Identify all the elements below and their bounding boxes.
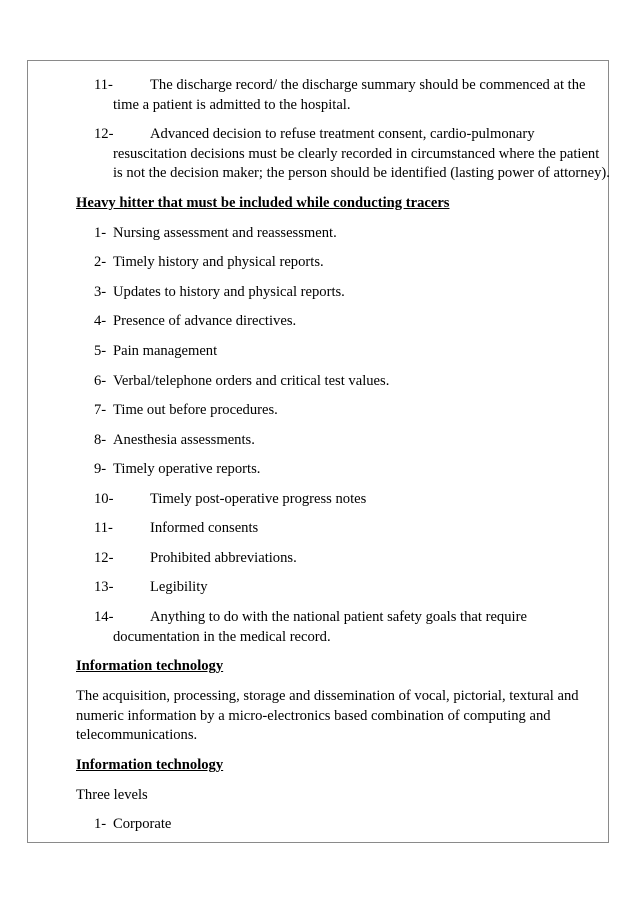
section-heading-information-technology-2: Information technology	[76, 757, 224, 773]
paragraph-line: telecommunications.	[76, 727, 198, 743]
list-item-number: 4-	[94, 313, 107, 329]
list-item-text: Timely post-operative progress notes	[150, 491, 367, 507]
list-item-number: 11-	[94, 77, 113, 93]
list-item-text: Anything to do with the national patient safety goals that require	[150, 609, 527, 625]
list-item-number: 1-	[94, 225, 107, 241]
list-item-number: 10-	[94, 491, 114, 507]
list-item-number: 11-	[94, 520, 113, 536]
section-heading-heavy-hitter: Heavy hitter that must be included while conducting tracers	[76, 195, 450, 211]
list-item-continuation: documentation in the medical record.	[113, 629, 331, 645]
list-item-text: Updates to history and physical reports.	[113, 284, 345, 300]
list-item-text: Informed consents	[150, 520, 259, 536]
list-item-text: Corporate	[113, 816, 172, 832]
list-item-continuation: time a patient is admitted to the hospital.	[113, 97, 351, 113]
list-item-text: Presence of advance directives.	[113, 313, 297, 329]
list-item-number: 9-	[94, 461, 107, 477]
paragraph-line: Three levels	[76, 787, 148, 803]
list-item-number: 2-	[94, 254, 107, 270]
paragraph-line: The acquisition, processing, storage and dissemination of vocal, pictorial, textural and	[76, 688, 579, 704]
list-item-number: 7-	[94, 402, 107, 418]
list-item-text: Legibility	[150, 579, 208, 595]
list-item-text: Advanced decision to refuse treatment consent, cardio-pulmonary	[150, 126, 535, 142]
list-item-number: 1-	[94, 816, 107, 832]
list-item-text: Timely history and physical reports.	[113, 254, 324, 270]
list-item-number: 12-	[94, 126, 114, 142]
list-item-number: 13-	[94, 579, 114, 595]
list-item-text: Verbal/telephone orders and critical test values.	[113, 373, 390, 389]
list-item-text: Anesthesia assessments.	[113, 432, 255, 448]
list-item-number: 12-	[94, 550, 114, 566]
section-heading-information-technology: Information technology	[76, 658, 224, 674]
paragraph-line: numeric information by a micro-electronics based combination of computing and	[76, 708, 551, 724]
list-item-number: 6-	[94, 373, 107, 389]
list-item-number: 8-	[94, 432, 107, 448]
list-item-text: Time out before procedures.	[113, 402, 278, 418]
list-item-continuation: resuscitation decisions must be clearly recorded in circumstanced where the patient	[113, 146, 600, 162]
list-item-text: Nursing assessment and reassessment.	[113, 225, 337, 241]
list-item-number: 14-	[94, 609, 114, 625]
list-item-number: 5-	[94, 343, 107, 359]
list-item-continuation: is not the decision maker; the person should be identified (lasting power of attorney).	[113, 165, 610, 181]
list-item-text: Timely operative reports.	[113, 461, 261, 477]
list-item-text: The discharge record/ the discharge summary should be commenced at the	[150, 77, 586, 93]
list-item-text: Pain management	[113, 343, 218, 359]
list-item-text: Prohibited abbreviations.	[150, 550, 297, 566]
list-item-number: 3-	[94, 284, 107, 300]
